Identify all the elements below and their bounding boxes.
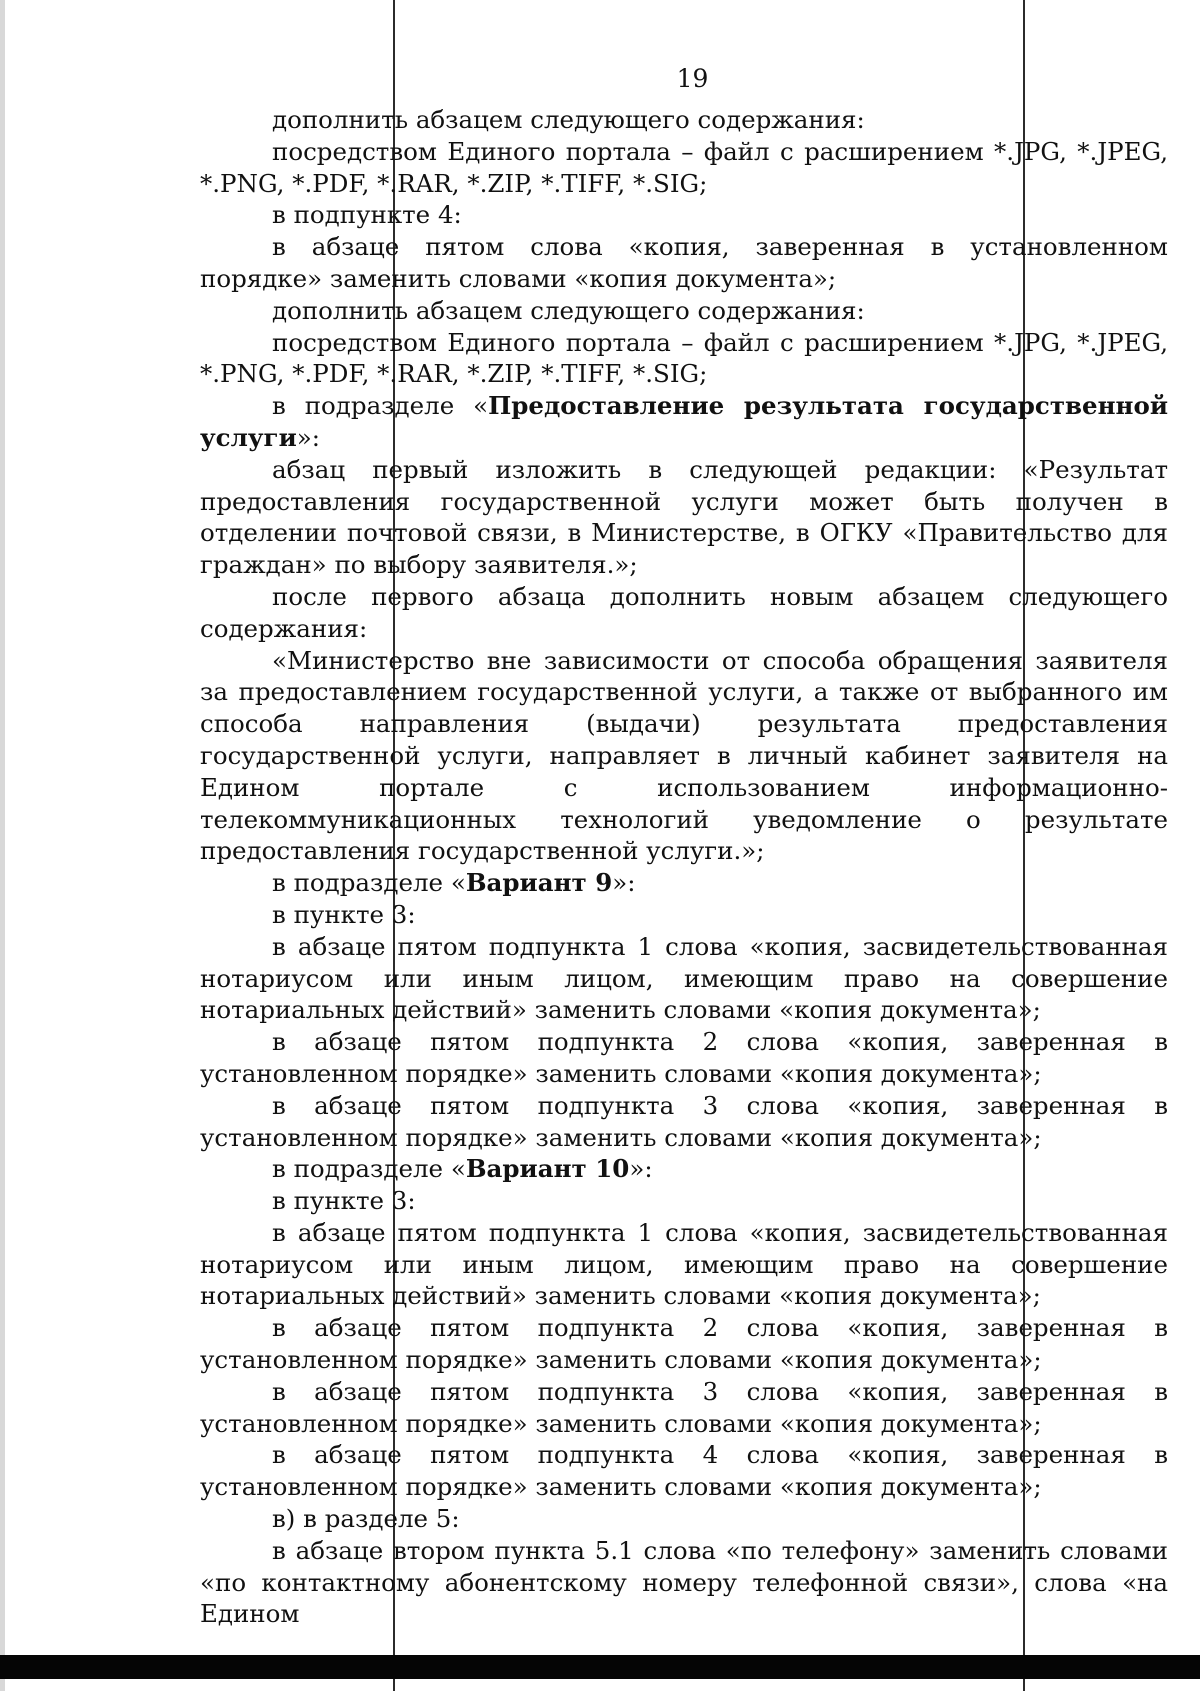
page-number: 19 bbox=[676, 64, 709, 93]
document-body bbox=[200, 104, 1168, 1630]
scan-bottom-border bbox=[0, 1655, 1200, 1679]
paragraph-text: в абзаце пятом подпункта 3 слова «копия, заверенная в установленном порядке» заменить словами «копия документа»; bbox=[200, 1090, 1168, 1152]
document-paragraph bbox=[200, 1312, 1168, 1376]
bold-heading-text: Вариант 9 bbox=[465, 868, 613, 898]
document-paragraph bbox=[200, 104, 1168, 136]
document-paragraph bbox=[200, 136, 1168, 200]
paragraph-text: в подразделе « bbox=[272, 868, 466, 898]
paragraph-text: в абзаце втором пункта 5.1 слова «по телефону» заменить словами «по контактному абонентскому номеру телефонной связи», слова «на Едином bbox=[200, 1535, 1168, 1629]
document-paragraph bbox=[200, 1439, 1168, 1503]
document-paragraph bbox=[200, 231, 1168, 295]
document-paragraph bbox=[200, 899, 1168, 931]
paragraph-text: в подразделе « bbox=[272, 391, 489, 421]
paragraph-text: в абзаце пятом подпункта 2 слова «копия, заверенная в установленном порядке» заменить словами «копия документа»; bbox=[200, 1313, 1168, 1375]
paragraph-text: в абзаце пятом подпункта 2 слова «копия, заверенная в установленном порядке» заменить словами «копия документа»; bbox=[200, 1027, 1168, 1088]
document-paragraph bbox=[200, 1090, 1168, 1154]
document-paragraph bbox=[200, 645, 1168, 868]
paragraph-text: «Министерство вне зависимости от способа обращения заявителя за предоставлением государственной услуги, а также от выбранного им способа направления (выдачи) результата предоставления государственной услуги, направляет в личный кабинет заявителя на Едином портале с использованием информационно-телекоммуникационных технологий уведомление о результате предоставления государственной услуги.»; bbox=[200, 645, 1168, 866]
document-paragraph bbox=[200, 1503, 1168, 1535]
paragraph-text: дополнить абзацем следующего содержания: bbox=[272, 105, 865, 134]
document-paragraph bbox=[200, 867, 1168, 899]
paragraph-text: в пункте 3: bbox=[272, 1186, 416, 1216]
paragraph-text: дополнить абзацем следующего содержания: bbox=[272, 295, 865, 325]
document-paragraph bbox=[200, 1185, 1168, 1217]
paragraph-text: в абзаце пятом подпункта 3 слова «копия, заверенная в установленном порядке» заменить словами «копия документа»; bbox=[200, 1376, 1168, 1438]
paragraph-text: посредством Единого портала – файл с расширением *.JPG, *.JPEG, *.PNG, *.PDF, *.RAR, *.ZIP, *.TIFF, *.SIG; bbox=[200, 327, 1168, 389]
scan-left-edge bbox=[0, 0, 5, 1691]
document-paragraph bbox=[200, 581, 1168, 645]
bold-heading-text: Предоставление результата государственной услуги bbox=[200, 391, 1168, 452]
paragraph-text: абзац первый изложить в следующей редакции: «Результат предоставления государственной услуги может быть получен в отделении почтовой связи, в Министерстве, в ОГКУ «Правительство для граждан» по выбору заявителя.»; bbox=[200, 454, 1168, 580]
paragraph-text: посредством Единого портала – файл с расширением *.JPG, *.JPEG, *.PNG, *.PDF, *.RAR, *.ZIP, *.TIFF, *.SIG; bbox=[200, 136, 1168, 198]
document-paragraph bbox=[200, 454, 1168, 581]
document-paragraph bbox=[200, 1376, 1168, 1440]
document-paragraph bbox=[200, 1535, 1168, 1630]
paragraph-text: в абзаце пятом слова «копия, заверенная в установленном порядке» заменить словами «копия документа»; bbox=[200, 232, 1168, 293]
paragraph-text: в) в разделе 5: bbox=[272, 1504, 460, 1534]
paragraph-text: »: bbox=[612, 868, 636, 898]
paragraph-text: в абзаце пятом подпункта 4 слова «копия, заверенная в установленном порядке» заменить словами «копия документа»; bbox=[200, 1440, 1168, 1502]
paragraph-text: в подпункте 4: bbox=[272, 200, 462, 230]
document-paragraph bbox=[200, 1153, 1168, 1185]
paragraph-text: в абзаце пятом подпункта 1 слова «копия, засвидетельствованная нотариусом или иным лицом, имеющим право на совершение нотариальных действий» заменить словами «копия документа»; bbox=[200, 931, 1168, 1025]
document-paragraph bbox=[200, 390, 1168, 454]
paragraph-text: »: bbox=[629, 1154, 653, 1184]
paragraph-text: в абзаце пятом подпункта 1 слова «копия, засвидетельствованная нотариусом или иным лицом, имеющим право на совершение нотариальных действий» заменить словами «копия документа»; bbox=[200, 1217, 1168, 1311]
document-paragraph bbox=[200, 199, 1168, 231]
paragraph-text: »: bbox=[296, 422, 320, 452]
document-paragraph bbox=[200, 931, 1168, 1026]
document-paragraph bbox=[200, 295, 1168, 327]
paragraph-text: после первого абзаца дополнить новым абзацем следующего содержания: bbox=[200, 581, 1168, 643]
paragraph-text: в пункте 3: bbox=[272, 899, 416, 929]
bold-heading-text: Вариант 10 bbox=[465, 1154, 630, 1184]
paragraph-text: в подразделе « bbox=[272, 1154, 466, 1184]
document-paragraph bbox=[200, 1217, 1168, 1312]
document-paragraph bbox=[200, 1026, 1168, 1090]
document-paragraph bbox=[200, 327, 1168, 391]
